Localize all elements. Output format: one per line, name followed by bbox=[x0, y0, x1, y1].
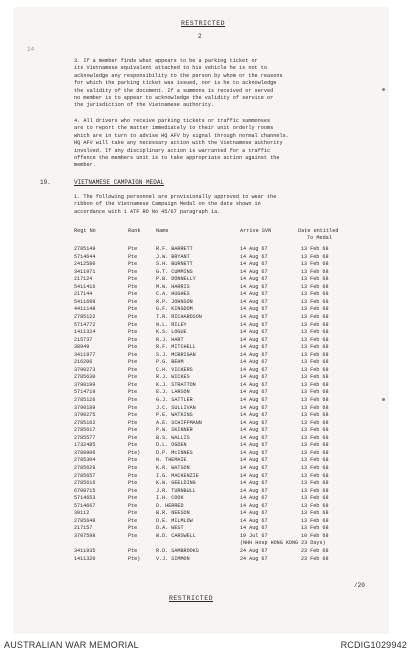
cell-rank: Pte bbox=[128, 329, 138, 336]
cell-rank: Pte bbox=[128, 261, 138, 268]
cell-rank: Pte bbox=[128, 344, 138, 351]
cell-date: 13 Feb 68 bbox=[301, 246, 329, 252]
cell-name: R.F. MITCHELL bbox=[156, 344, 196, 351]
cell-name: I.H. COOK bbox=[156, 495, 184, 502]
cell-name: C.H. VICKERS bbox=[156, 366, 193, 373]
cell-arrive: 14 Aug 67 bbox=[240, 359, 268, 366]
cell-arrive: 14 Aug 67 bbox=[240, 283, 268, 290]
cell-date: 13 Feb 68 bbox=[301, 457, 329, 464]
cell-arrive: 24 Aug 67 bbox=[240, 548, 268, 554]
cell-date: 13 Feb 68 bbox=[301, 419, 329, 426]
cell-name: D. HERRED bbox=[156, 502, 184, 509]
text-line: acknowledge any responsibility to the person by whom or the reasons bbox=[74, 72, 283, 79]
cell-rank: Pte bbox=[128, 397, 138, 403]
cell-rank: Pte) bbox=[128, 555, 141, 562]
cell-regt: 2785304 bbox=[74, 457, 96, 464]
cell-arrive: 14 Aug 67 bbox=[240, 487, 268, 494]
text-line: HQ AFV will take any necessary action with the Vietnamese authority bbox=[74, 140, 283, 147]
cell-regt: 2785122 bbox=[74, 313, 96, 320]
cell-arrive: 19 Jul 67 bbox=[240, 532, 268, 539]
cell-regt: 1411320 bbox=[74, 555, 96, 562]
cell-arrive: 14 Aug 67 bbox=[240, 427, 268, 434]
cell-arrive: (NHH Hosp HONG KONG 23 Days) bbox=[240, 540, 326, 547]
table-row bbox=[14, 329, 388, 336]
cell-name: D.A. WEST bbox=[156, 525, 184, 532]
cell-rank: Pte bbox=[128, 502, 138, 509]
cell-name: R.F. BARRETT bbox=[156, 246, 193, 252]
cell-rank: Pte bbox=[128, 306, 138, 313]
cell-name: D.P. McINNES bbox=[156, 449, 193, 456]
table-row bbox=[14, 254, 388, 261]
table-row bbox=[14, 473, 388, 480]
cell-rank: Pte bbox=[128, 389, 138, 396]
cell-date: 13 Feb 68 bbox=[301, 480, 329, 487]
cell-date: 13 Feb 68 bbox=[301, 442, 329, 449]
col-header-rank: Rank bbox=[128, 228, 141, 234]
table-row bbox=[14, 412, 388, 419]
cell-name: A.E. SCHIFFMANN bbox=[156, 419, 202, 426]
text-line: the jurisdiction of the Vietnamese authority. bbox=[74, 102, 215, 109]
cell-rank: Pte bbox=[128, 419, 138, 426]
cell-rank: Pte bbox=[128, 442, 138, 449]
table-row bbox=[14, 344, 388, 351]
cell-arrive: 14 Aug 67 bbox=[240, 298, 268, 305]
cell-arrive: 14 Aug 67 bbox=[240, 306, 268, 313]
cell-arrive: 14 Aug 67 bbox=[240, 366, 268, 373]
cell-name: K.J. STRATTON bbox=[156, 381, 196, 388]
cell-regt: 5411699 bbox=[74, 298, 96, 305]
cell-regt: 2785630 bbox=[74, 374, 96, 381]
cell-arrive: 14 Aug 67 bbox=[240, 276, 268, 283]
cell-name: R.P. JOHNSON bbox=[156, 298, 193, 305]
text-line: for which the parking ticket was issued, nor is he to acknowledge bbox=[74, 80, 277, 87]
cell-date: 13 Feb 68 bbox=[301, 397, 329, 403]
section-number: 19. bbox=[40, 179, 51, 186]
text-line: are to report the matter immediately to their unit orderly rooms bbox=[74, 125, 274, 132]
cell-regt: 216206 bbox=[74, 359, 93, 366]
table-row bbox=[14, 276, 388, 283]
table-row bbox=[14, 518, 388, 525]
col-header-regt: Regt No bbox=[74, 228, 96, 234]
cell-arrive: 14 Aug 67 bbox=[240, 434, 268, 441]
punch-hole-top bbox=[382, 88, 385, 91]
table-row bbox=[14, 389, 388, 396]
cell-date: 13 Feb 68 bbox=[301, 472, 329, 479]
cell-rank: Pte bbox=[128, 336, 138, 343]
cell-arrive: 14 Aug 67 bbox=[240, 525, 268, 532]
text-line: member. bbox=[74, 162, 96, 169]
cell-rank: Pte bbox=[128, 366, 138, 373]
cell-name: R.J. WICKES bbox=[156, 374, 190, 381]
cell-rank: Pte bbox=[128, 412, 138, 419]
cell-regt: 3411977 bbox=[74, 351, 96, 358]
text-line: offence the members unit is to take appropriate action against the bbox=[74, 155, 280, 162]
cell-name: D.L. OGDEN bbox=[156, 442, 187, 449]
table-row bbox=[14, 397, 388, 404]
cell-date: 13 Feb 68 bbox=[301, 268, 329, 275]
cell-rank: Pte bbox=[128, 276, 138, 283]
cell-date: 13 Feb 68 bbox=[301, 351, 329, 358]
continuation-marker: /20 bbox=[354, 582, 365, 589]
cell-rank: Pte bbox=[128, 291, 138, 298]
table-row bbox=[14, 306, 388, 313]
cell-regt: 3411971 bbox=[74, 268, 96, 275]
cell-name: N. THEMAIE bbox=[156, 457, 187, 464]
cell-date: 13 Feb 68 bbox=[301, 464, 329, 471]
cell-rank: Pte bbox=[128, 548, 138, 554]
text-line: the validity of the document. If a summons is received or served bbox=[74, 87, 274, 94]
cell-regt: 5714644 bbox=[74, 253, 96, 260]
table-row bbox=[14, 352, 388, 359]
cell-regt: 38949 bbox=[74, 344, 90, 351]
cell-date: 10 Feb 68 bbox=[301, 532, 329, 539]
cell-arrive: 14 Aug 67 bbox=[240, 246, 268, 252]
table-row bbox=[14, 322, 388, 329]
cell-regt: 3790199 bbox=[74, 381, 96, 388]
cell-regt: 5714719 bbox=[74, 389, 96, 396]
cell-rank: Pte bbox=[128, 532, 138, 539]
cell-rank: Pte bbox=[128, 298, 138, 305]
cell-rank: Pte bbox=[128, 510, 138, 517]
cell-regt: 3790275 bbox=[74, 412, 96, 419]
cell-regt: 5714653 bbox=[74, 495, 96, 502]
table-row bbox=[14, 314, 388, 321]
cell-rank: Pte bbox=[128, 404, 138, 411]
col-header-to-medal: To Medal bbox=[307, 235, 332, 241]
cell-regt: 217124 bbox=[74, 276, 93, 283]
table-row bbox=[14, 359, 388, 366]
table-row bbox=[14, 246, 388, 253]
text-line: involved. If any disciplinary action is warranted for a traffic bbox=[74, 147, 271, 154]
cell-regt: 4411148 bbox=[74, 306, 96, 313]
cell-arrive: 14 Aug 67 bbox=[240, 313, 268, 320]
cell-arrive: 14 Aug 67 bbox=[240, 502, 268, 509]
text-line: 1. The following personnel are provisionally approved to wear the bbox=[74, 194, 277, 200]
cell-date: 13 Feb 68 bbox=[301, 283, 329, 290]
cell-name: J.W. BRYANT bbox=[156, 253, 190, 260]
cell-name: K.W. GEELDING bbox=[156, 480, 196, 487]
cell-regt: 2785648 bbox=[74, 517, 96, 524]
cell-rank: Pte bbox=[128, 525, 138, 532]
text-line: ribbon of the Vietnamese Campaign Medal on the date shown in bbox=[74, 201, 261, 208]
table-row bbox=[14, 435, 388, 442]
table-row bbox=[14, 465, 388, 472]
cell-arrive: 14 Aug 67 bbox=[240, 510, 268, 517]
cell-regt: 3789906 bbox=[74, 449, 96, 456]
punch-hole-bottom bbox=[382, 398, 385, 401]
cell-date: 13 Feb 68 bbox=[301, 298, 329, 305]
cell-arrive: 14 Aug 67 bbox=[240, 291, 268, 298]
cell-arrive: 14 Aug 67 bbox=[240, 480, 268, 487]
cell-name: C.A. HUGHES bbox=[156, 291, 190, 298]
cell-arrive: 14 Aug 67 bbox=[240, 351, 268, 358]
cell-rank: Pte bbox=[128, 487, 138, 494]
cell-rank: Pte bbox=[128, 464, 138, 471]
cell-rank: Pte bbox=[128, 480, 138, 487]
cell-arrive: 14 Aug 67 bbox=[240, 517, 268, 524]
cell-regt: 2785162 bbox=[74, 419, 96, 426]
cell-rank: Pte bbox=[128, 283, 138, 290]
cell-arrive: 14 Aug 67 bbox=[240, 495, 268, 502]
cell-name: K.R. WATSON bbox=[156, 464, 190, 471]
col-header-arrive: Arrive SVN bbox=[240, 228, 272, 234]
cell-arrive: 14 Aug 67 bbox=[240, 449, 268, 456]
cell-name: R.D. SAMBROOKS bbox=[156, 548, 199, 554]
cell-name: R.J. HART bbox=[156, 336, 184, 343]
table-row bbox=[14, 450, 388, 457]
cell-name: S.J. MCBRIGAN bbox=[156, 351, 196, 358]
cell-regt: 3411935 bbox=[74, 548, 96, 554]
cell-rank: Pte bbox=[128, 381, 138, 388]
cell-name: E.J. LARSON bbox=[156, 389, 190, 396]
cell-date: 13 Feb 68 bbox=[301, 306, 329, 313]
cell-date: 13 Feb 68 bbox=[301, 313, 329, 320]
cell-name: T.R. RICHARDSON bbox=[156, 313, 202, 320]
text-line: accordance with 1 ATF RO No 45/67 paragraph 1a. bbox=[74, 208, 221, 215]
table-row bbox=[14, 495, 388, 502]
table-row bbox=[14, 284, 388, 291]
cell-arrive: 14 Aug 67 bbox=[240, 336, 268, 343]
cell-regt: 2785657 bbox=[74, 472, 96, 479]
cell-date: 13 Feb 68 bbox=[301, 404, 329, 411]
cell-arrive: 24 Aug 67 bbox=[240, 555, 268, 562]
text-line: 3. If a member finds what appears to be a parking ticket or bbox=[74, 58, 258, 64]
cell-rank: Pte bbox=[128, 351, 138, 358]
cell-name: V.J. SIMMON bbox=[156, 555, 190, 562]
cell-rank: Pte bbox=[128, 472, 138, 479]
cell-regt: 1411324 bbox=[74, 329, 96, 336]
table-row bbox=[14, 367, 388, 374]
archive-source: AUSTRALIAN WAR MEMORIAL bbox=[4, 639, 139, 650]
cell-arrive: 14 Aug 67 bbox=[240, 419, 268, 426]
cell-arrive: 14 Aug 67 bbox=[240, 404, 268, 411]
cell-arrive: 14 Aug 67 bbox=[240, 261, 268, 268]
cell-arrive: 14 Aug 67 bbox=[240, 389, 268, 396]
cell-arrive: 14 Aug 67 bbox=[240, 329, 268, 336]
classification-header: RESTRICTED bbox=[181, 20, 226, 27]
table-row bbox=[14, 457, 388, 464]
cell-arrive: 14 Aug 67 bbox=[240, 381, 268, 388]
table-row bbox=[14, 299, 388, 306]
table-row bbox=[14, 503, 388, 510]
cell-name: K.S. LOGUE bbox=[156, 329, 187, 336]
cell-name: P.W. SKINNER bbox=[156, 427, 193, 434]
cell-regt: 1732485 bbox=[74, 442, 96, 449]
table-row bbox=[14, 548, 388, 555]
cell-rank: Pte bbox=[128, 246, 138, 252]
cell-name: G.J. SATTLER bbox=[156, 397, 193, 403]
cell-name: D.E. MILMLOW bbox=[156, 517, 193, 524]
table-row bbox=[14, 533, 388, 540]
cell-regt: 6708715 bbox=[74, 487, 96, 494]
cell-rank: Pte bbox=[128, 427, 138, 434]
table-row bbox=[14, 405, 388, 412]
table-row bbox=[14, 291, 388, 298]
cell-date: 13 Feb 68 bbox=[301, 449, 329, 456]
cell-date: 13 Feb 68 bbox=[301, 261, 329, 268]
cell-date: 13 Feb 68 bbox=[301, 487, 329, 494]
cell-arrive: 14 Aug 67 bbox=[240, 442, 268, 449]
cell-name: B.R. NEESON bbox=[156, 510, 190, 517]
cell-date: 13 Feb 68 bbox=[301, 291, 329, 298]
cell-rank: Pte bbox=[128, 495, 138, 502]
cell-arrive: 14 Aug 67 bbox=[240, 397, 268, 403]
cell-date: 23 Feb 68 bbox=[301, 548, 329, 554]
cell-name: N.L. RILEY bbox=[156, 321, 187, 328]
text-line: no member is to appear to acknowledge the validity of service or bbox=[74, 95, 274, 102]
table-row bbox=[14, 525, 388, 532]
table-row bbox=[14, 488, 388, 495]
cell-date: 13 Feb 68 bbox=[301, 517, 329, 524]
cell-date: 13 Feb 68 bbox=[301, 389, 329, 396]
cell-arrive: 14 Aug 67 bbox=[240, 374, 268, 381]
cell-regt: 217157 bbox=[74, 525, 93, 532]
cell-regt: 2785149 bbox=[74, 246, 96, 252]
document-page bbox=[14, 8, 388, 633]
cell-regt: 3790189 bbox=[74, 404, 96, 411]
cell-date: 13 Feb 68 bbox=[301, 321, 329, 328]
cell-regt: 2785617 bbox=[74, 427, 96, 434]
cell-date: 13 Feb 68 bbox=[301, 502, 329, 509]
cell-regt: 217144 bbox=[74, 291, 93, 298]
archive-footer bbox=[0, 636, 411, 653]
cell-rank: Pte bbox=[128, 359, 138, 366]
text-line: which are in turn to advise HQ AFV by signal through normal channels. bbox=[74, 132, 289, 139]
cell-date: 13 Feb 68 bbox=[301, 329, 329, 336]
cell-name: J.C. SULLIVAN bbox=[156, 404, 196, 411]
cell-date: 13 Feb 68 bbox=[301, 434, 329, 441]
cell-rank: Pte bbox=[128, 374, 138, 381]
paragraph-1 bbox=[74, 194, 276, 216]
cell-name: J.R. TURNBULL bbox=[156, 487, 196, 494]
margin-note: 14 bbox=[27, 46, 35, 53]
cell-arrive: 14 Aug 67 bbox=[240, 253, 268, 260]
cell-date: 13 Feb 68 bbox=[301, 427, 329, 434]
cell-arrive: 14 Aug 67 bbox=[240, 412, 268, 419]
table-row bbox=[14, 427, 388, 434]
page-number: 2 bbox=[198, 33, 202, 40]
text-line: 4. All drivers who receive parking tickets or traffic summonses bbox=[74, 118, 271, 124]
cell-date: 13 Feb 68 bbox=[301, 359, 329, 366]
cell-date: 13 Feb 68 bbox=[301, 510, 329, 517]
cell-regt: 2785629 bbox=[74, 464, 96, 471]
cell-name: S.H. BURNETT bbox=[156, 261, 193, 268]
col-header-name: Name bbox=[156, 228, 169, 234]
classification-footer: RESTRICTED bbox=[169, 595, 214, 602]
cell-arrive: 14 Aug 67 bbox=[240, 457, 268, 464]
cell-name: G.F. KINGDOM bbox=[156, 306, 193, 313]
cell-name: B.S. WALLIS bbox=[156, 434, 190, 441]
cell-date: 13 Feb 68 bbox=[301, 374, 329, 381]
cell-name: G.T. CUMMINS bbox=[156, 268, 193, 275]
table-row bbox=[14, 442, 388, 449]
cell-name: W.D. CARSWELL bbox=[156, 532, 196, 539]
cell-arrive: 14 Aug 67 bbox=[240, 472, 268, 479]
paragraph-3 bbox=[74, 58, 283, 110]
cell-regt: 5411416 bbox=[74, 283, 96, 290]
table-row bbox=[14, 420, 388, 427]
cell-date: 13 Feb 68 bbox=[301, 495, 329, 502]
cell-name: P.G. BEHM bbox=[156, 359, 184, 366]
col-header-date-entitled: Date entitled bbox=[298, 228, 339, 234]
cell-rank: Pte) bbox=[128, 449, 141, 456]
cell-date: 13 Feb 68 bbox=[301, 253, 329, 260]
cell-regt: 2785577 bbox=[74, 434, 96, 441]
cell-rank: Pte bbox=[128, 253, 138, 260]
table-row bbox=[14, 269, 388, 276]
cell-date: 13 Feb 68 bbox=[301, 344, 329, 351]
cell-regt: 5714667 bbox=[74, 502, 96, 509]
cell-regt: 3790273 bbox=[74, 366, 96, 373]
table-row bbox=[14, 480, 388, 487]
cell-name: I.G. MACKENZIE bbox=[156, 472, 199, 479]
table-row bbox=[14, 556, 388, 563]
cell-name: M.W. HARRIS bbox=[156, 283, 190, 290]
cell-regt: 215737 bbox=[74, 336, 93, 343]
cell-regt: 2785126 bbox=[74, 397, 96, 403]
cell-date: 13 Feb 68 bbox=[301, 366, 329, 373]
cell-arrive: 14 Aug 67 bbox=[240, 464, 268, 471]
table-row bbox=[14, 337, 388, 344]
cell-rank: Pte bbox=[128, 517, 138, 524]
cell-regt: 2785616 bbox=[74, 480, 96, 487]
cell-regt: 5714772 bbox=[74, 321, 96, 328]
cell-regt: 2412580 bbox=[74, 261, 96, 268]
cell-date: 13 Feb 68 bbox=[301, 336, 329, 343]
cell-rank: Pte bbox=[128, 434, 138, 441]
table-row bbox=[14, 510, 388, 517]
cell-rank: Pte bbox=[128, 313, 138, 320]
section-title: VIETNAMESE CAMPAIGN MEDAL bbox=[74, 179, 165, 186]
cell-arrive: 14 Aug 67 bbox=[240, 344, 268, 351]
cell-rank: Pte bbox=[128, 268, 138, 275]
cell-arrive: 14 Aug 67 bbox=[240, 268, 268, 275]
paragraph-4 bbox=[74, 118, 289, 170]
table-row bbox=[14, 374, 388, 381]
cell-date: 13 Feb 68 bbox=[301, 381, 329, 388]
cell-date: 13 Feb 68 bbox=[301, 525, 329, 532]
cell-arrive: 14 Aug 67 bbox=[240, 321, 268, 328]
text-line: its Vietnamese equivalent attached to his vehicle he is not to bbox=[74, 65, 268, 72]
cell-name: P.E. WATKINS bbox=[156, 412, 193, 419]
cell-name: P.B. DONNELLY bbox=[156, 276, 196, 283]
cell-date: 23 Feb 68 bbox=[301, 555, 329, 562]
cell-regt: 3707598 bbox=[74, 532, 96, 539]
cell-date: 13 Feb 68 bbox=[301, 412, 329, 419]
table-row bbox=[14, 261, 388, 268]
cell-date: 13 Feb 68 bbox=[301, 276, 329, 283]
cell-regt: 39112 bbox=[74, 510, 90, 517]
table-row bbox=[14, 382, 388, 389]
table-row bbox=[14, 540, 388, 547]
archive-id: RCDIG1029942 bbox=[340, 639, 407, 650]
cell-rank: Pte bbox=[128, 457, 138, 464]
cell-rank: Pte bbox=[128, 321, 138, 328]
